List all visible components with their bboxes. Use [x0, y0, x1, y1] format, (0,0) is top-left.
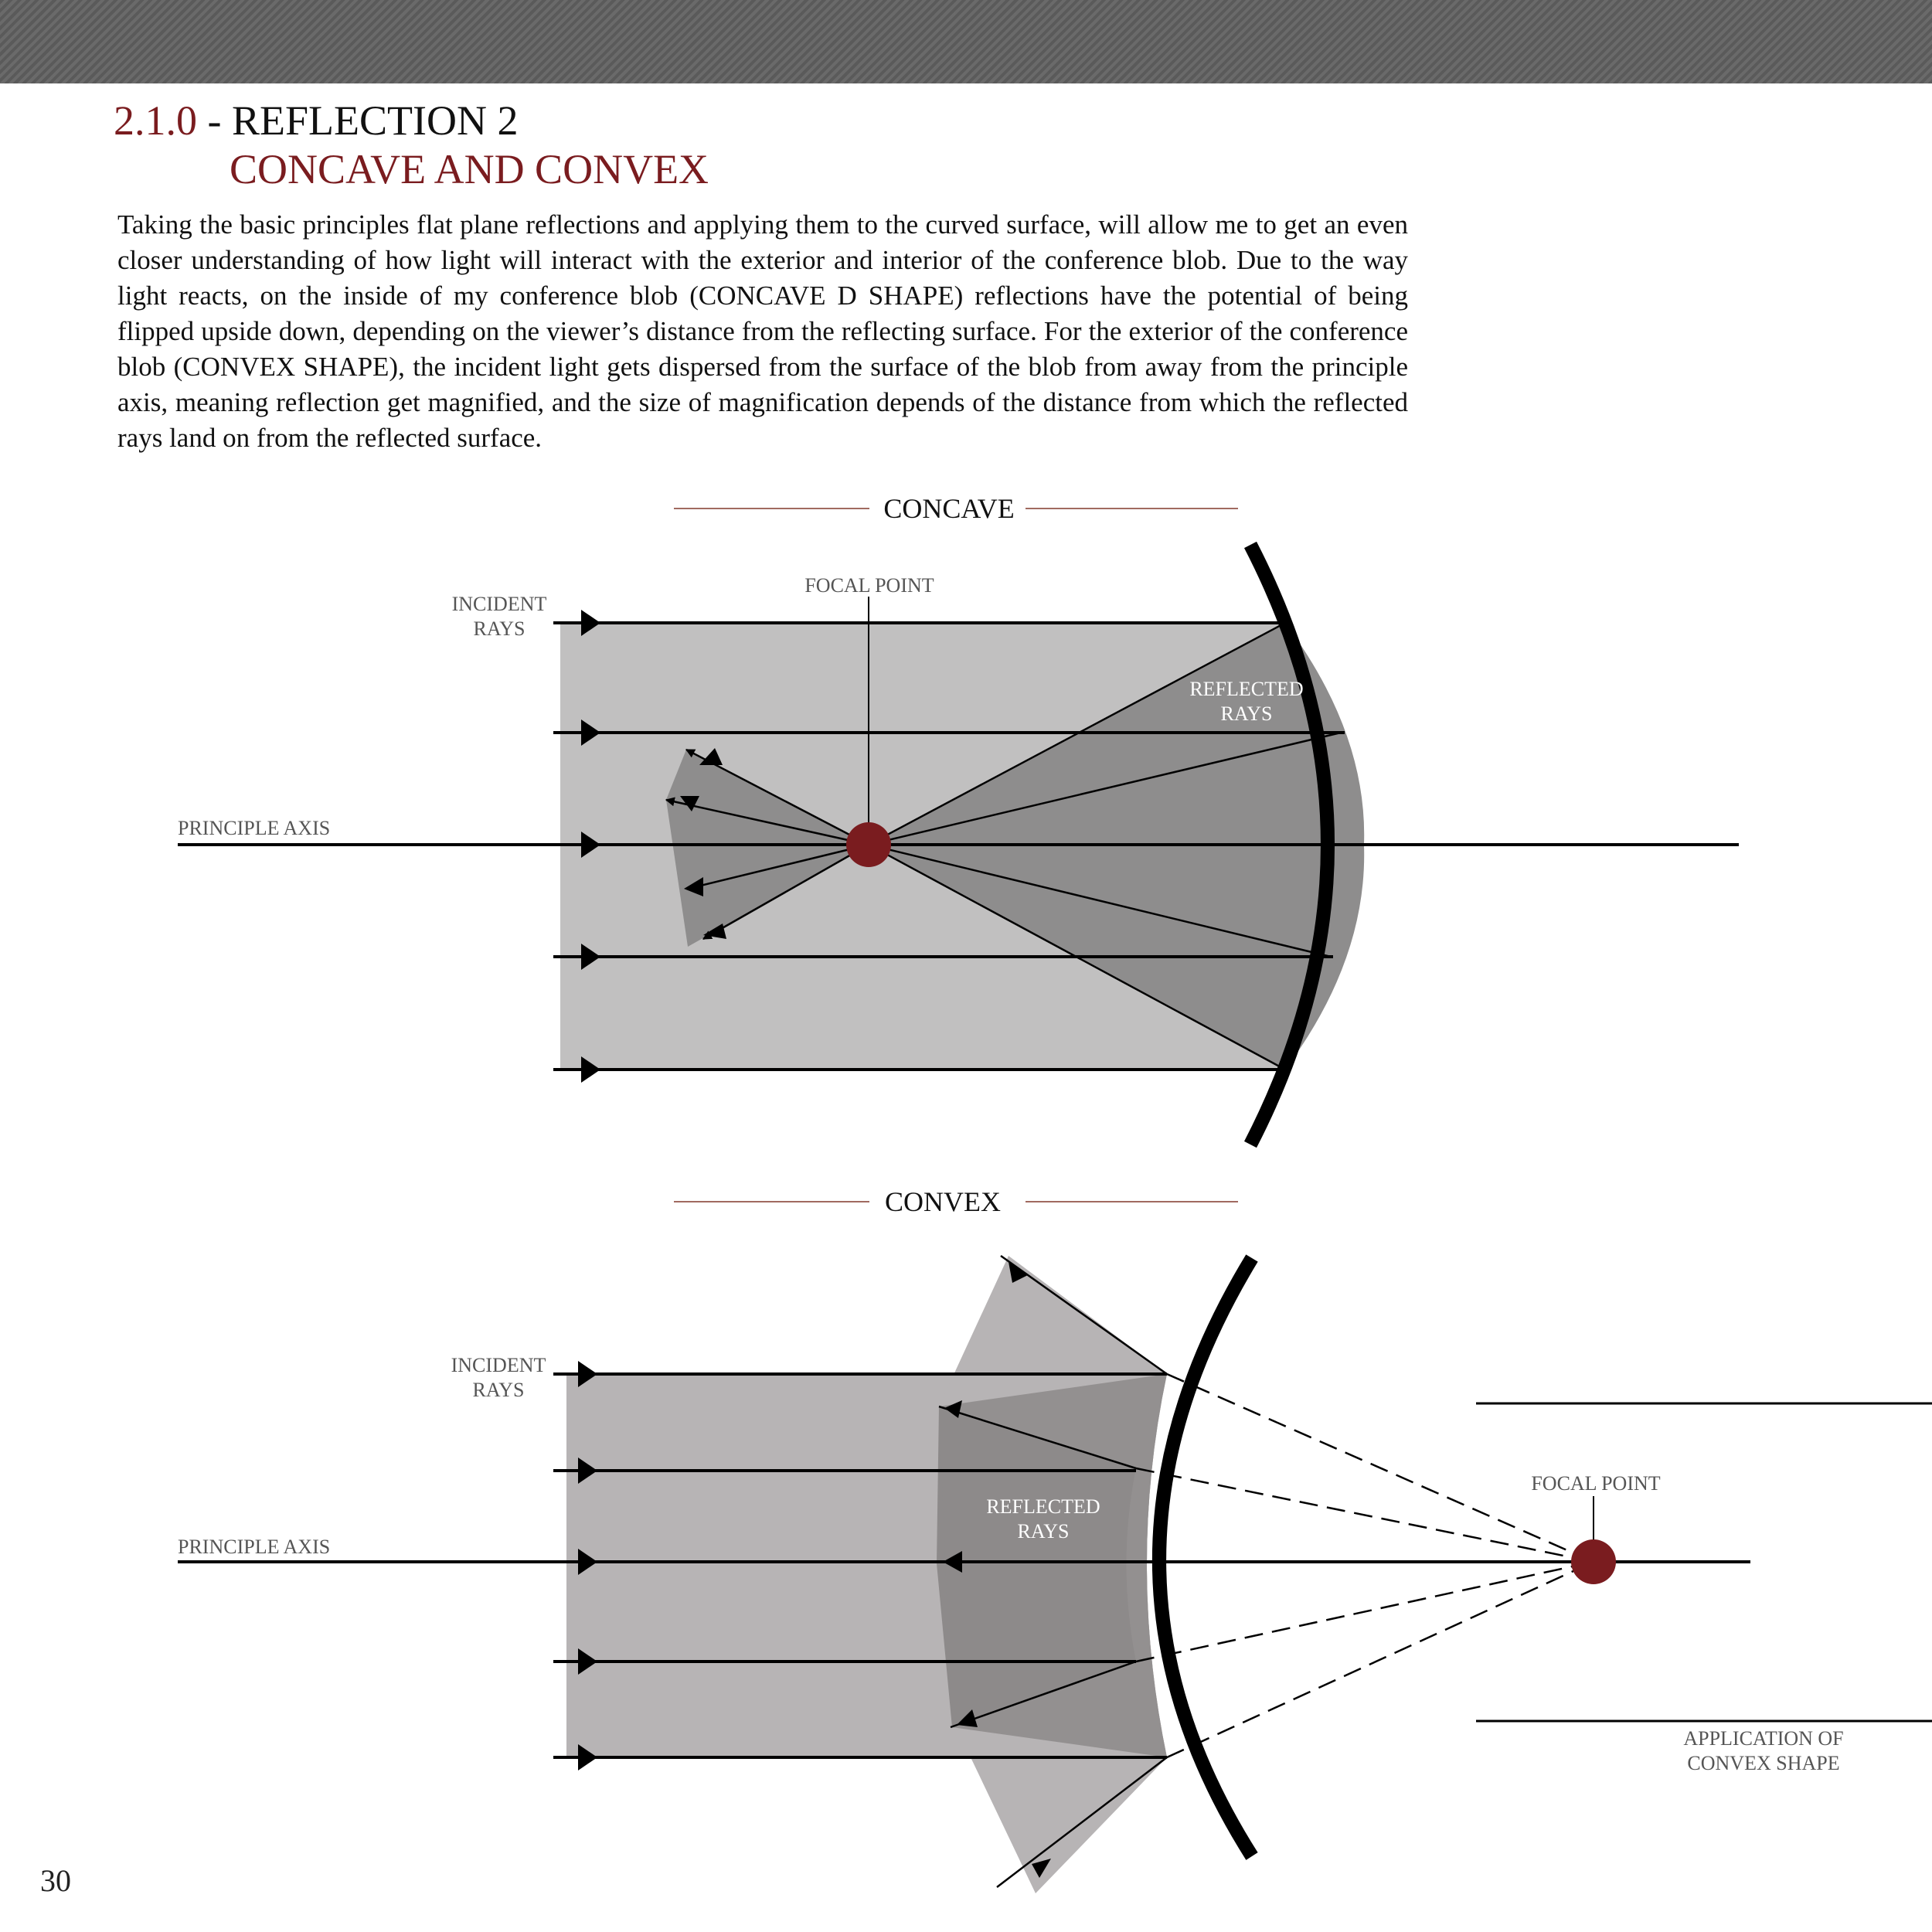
concave-incident-label: INCIDENT [451, 593, 547, 615]
application-label: APPLICATION OF [1683, 1727, 1844, 1750]
convex-reflected-label: REFLECTED [986, 1495, 1100, 1518]
convex-diagram [178, 1186, 1932, 1893]
concave-incident-label: RAYS [473, 617, 526, 640]
concave-principle-axis-label: PRINCIPLE AXIS [178, 817, 331, 839]
page-subtitle: CONCAVE AND CONVEX [230, 146, 709, 192]
section-number: 2.1.0 [114, 97, 197, 144]
intro-paragraph: Taking the basic principles flat plane reflections and applying them to the curved surface, will allow me to get an even closer understanding of how light will interact with the exterior and interior of the conference blob. Due to the way light reacts, on the inside of my conference blob (CONCAVE D SHAPE) reflections have the potential of being flipped upside down, depending on the viewer’s distance from the reflecting surface. For the exterior of the conference blob (CONVEX SHAPE), the incident light gets dispersed from the surface of the blob from away from the principle axis, meaning reflection get magnified, and the size of magnification depends of the distance from which the reflected rays land on from the reflected surface. [117, 209, 1408, 453]
concave-focal-point [846, 822, 891, 867]
convex-focal-point [1571, 1539, 1616, 1584]
convex-incident-label: RAYS [472, 1379, 525, 1401]
application-label: CONVEX SHAPE [1687, 1752, 1840, 1774]
concave-reflected-label: REFLECTED [1189, 678, 1304, 700]
title-text: - REFLECTION 2 [197, 97, 519, 144]
concave-heading: CONCAVE [883, 493, 1015, 524]
concave-reflected-label: RAYS [1220, 702, 1273, 725]
convex-mirror [1159, 1258, 1252, 1856]
convex-principle-axis-label: PRINCIPLE AXIS [178, 1536, 331, 1558]
convex-incident-label: INCIDENT [451, 1354, 546, 1376]
convex-focal-label: FOCAL POINT [1531, 1472, 1661, 1495]
concave-focal-label: FOCAL POINT [804, 574, 934, 597]
convex-virtual-rays [1136, 1374, 1594, 1757]
convex-reflected-region-dark [939, 1374, 1167, 1757]
concave-diagram [178, 493, 1739, 1145]
page-number: 30 [40, 1863, 71, 1898]
convex-reflected-label: RAYS [1017, 1520, 1070, 1543]
convex-heading: CONVEX [885, 1186, 1001, 1217]
